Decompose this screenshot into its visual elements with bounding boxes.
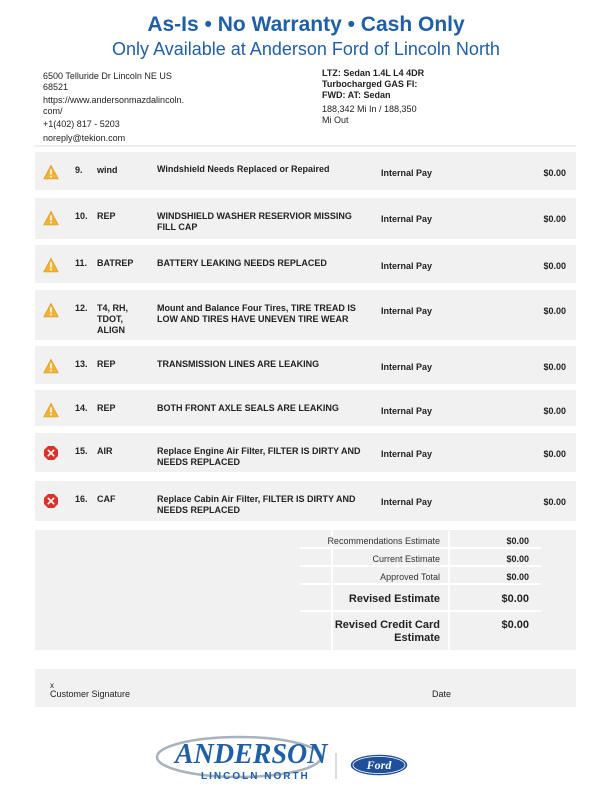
line-item-number: 9.: [75, 165, 83, 175]
warning-icon: [43, 302, 59, 318]
totals-blank-area: [35, 530, 333, 650]
current-estimate-value: $0.00: [506, 554, 529, 564]
line-item-number: 14.: [75, 403, 88, 413]
warning-icon: [43, 402, 59, 418]
anderson-wordmark: ANDERSON: [175, 739, 328, 770]
line-item-op-code: REP: [97, 211, 116, 221]
approved-total-value: $0.00: [506, 572, 529, 582]
header-divider: [35, 145, 576, 147]
warning-icon: [43, 164, 59, 180]
revised-credit-card-estimate-row: [300, 612, 541, 650]
vehicle-drivetrain: FWD: AT: Sedan: [322, 90, 391, 100]
line-item-op-code: AIR: [97, 446, 113, 456]
line-item-description: Replace Engine Air Filter, FILTER IS DIRTY AND NEEDS REPLACED: [157, 446, 361, 467]
line-item-op-code: wind: [97, 165, 118, 175]
approved-total-label: Approved Total: [380, 572, 440, 582]
as-is-banner: [0, 12, 612, 60]
revised-estimate-row: [300, 585, 541, 612]
dealer-phone: +1(402) 817 - 5203: [43, 119, 120, 129]
dealer-address-line1: 6500 Telluride Dr Lincoln NE US: [43, 71, 172, 81]
critical-icon: [43, 445, 59, 461]
signature-x-mark: x: [50, 681, 54, 690]
revised-estimate-value: $0.00: [501, 593, 529, 605]
line-item-row: [35, 433, 576, 472]
line-item-amount: $0.00: [543, 362, 566, 372]
line-item-description: Windshield Needs Replaced or Repaired: [157, 164, 330, 174]
customer-signature-label: Customer Signature: [50, 689, 131, 699]
current-estimate-row: [300, 549, 541, 567]
line-item-pay-type: Internal Pay: [381, 497, 433, 507]
ford-wordmark: Ford: [366, 758, 392, 772]
line-item-pay-type: Internal Pay: [381, 406, 433, 416]
vehicle-mileage-line2: Mi Out: [322, 115, 349, 125]
vehicle-trim: LTZ: Sedan 1.4L L4 4DR: [322, 68, 425, 78]
vehicle-engine: Turbocharged GAS FI:: [322, 79, 418, 89]
line-item-row: [35, 481, 576, 521]
signature-block: [35, 669, 576, 707]
recommendations-estimate-value: $0.00: [506, 536, 529, 546]
line-item-op-code: T4, RH, TDOT, ALIGN: [97, 303, 129, 335]
line-item-op-code: REP: [97, 359, 116, 369]
banner-title: As-Is • No Warranty • Cash Only: [147, 13, 465, 36]
line-item-amount: $0.00: [543, 497, 566, 507]
vehicle-mileage-line1: 188,342 Mi In / 188,350: [322, 104, 417, 114]
line-item-number: 11.: [75, 258, 88, 268]
line-item-description: BOTH FRONT AXLE SEALS ARE LEAKING: [157, 403, 339, 413]
date-label: Date: [432, 689, 452, 699]
recommendations-estimate-label: Recommendations Estimate: [327, 536, 440, 546]
line-item-row: [35, 390, 576, 426]
line-item-amount: $0.00: [543, 261, 566, 271]
line-item-pay-type: Internal Pay: [381, 261, 433, 271]
line-item-description: BATTERY LEAKING NEEDS REPLACED: [157, 258, 327, 268]
lincoln-north-wordmark: LINCOLN NORTH: [201, 771, 310, 782]
line-item-row: [35, 245, 576, 283]
line-item-pay-type: Internal Pay: [381, 449, 433, 459]
dealer-email: noreply@tekion.com: [43, 132, 126, 143]
line-item-op-code: REP: [97, 403, 116, 413]
dealer-website: https://www.andersonmazdalincoln.com/: [43, 95, 185, 116]
approved-total-row: [300, 567, 541, 585]
line-item-row: [35, 346, 576, 384]
line-item-description: Mount and Balance Four Tires, TIRE TREAD IS LOW AND TIRES HAVE UNEVEN TIRE WEAR: [157, 303, 356, 324]
revised-estimate-label: Revised Estimate: [348, 593, 440, 605]
line-item-row: [35, 198, 576, 239]
current-estimate-label: Current Estimate: [372, 554, 440, 564]
anderson-ford-logo: [155, 733, 415, 785]
revised-cc-label-line1: Revised Credit Card: [334, 619, 440, 631]
line-item-amount: $0.00: [543, 214, 566, 224]
line-item-pay-type: Internal Pay: [381, 362, 433, 372]
revised-cc-label-line2: Estimate: [394, 632, 440, 644]
line-item-amount: $0.00: [543, 406, 566, 416]
line-item-pay-type: Internal Pay: [381, 306, 433, 316]
line-item-description: WINDSHIELD WASHER RESERVIOR MISSING FILL CAP: [157, 211, 352, 232]
line-item-amount: $0.00: [543, 449, 566, 459]
recommendations-estimate-row: [300, 531, 541, 549]
revised-credit-card-estimate-value: $0.00: [501, 619, 529, 631]
revised-credit-card-estimate-label: [335, 619, 440, 645]
line-item-pay-type: Internal Pay: [381, 214, 433, 224]
warning-icon: [43, 257, 59, 273]
line-item-row: [35, 290, 576, 340]
warning-icon: [43, 210, 59, 226]
line-item-number: 15.: [75, 446, 88, 456]
warning-icon: [43, 358, 59, 374]
critical-icon: [43, 493, 59, 509]
vehicle-info-block: [322, 68, 432, 126]
dealer-address-block: [43, 71, 188, 143]
footer-logos: [155, 733, 415, 785]
line-item-row: [35, 152, 576, 190]
line-item-number: 16.: [75, 494, 88, 504]
line-item-number: 13.: [75, 359, 88, 369]
line-item-pay-type: Internal Pay: [381, 168, 433, 178]
line-item-number: 10.: [75, 211, 88, 221]
line-item-description: Replace Cabin Air Filter, FILTER IS DIRTY AND NEEDS REPLACED: [157, 494, 356, 515]
line-item-description: TRANSMISSION LINES ARE LEAKING: [157, 359, 320, 369]
line-item-amount: $0.00: [543, 306, 566, 316]
banner-subtitle: Only Available at Anderson Ford of Lincoln North: [112, 39, 500, 59]
line-item-op-code: BATREP: [97, 258, 134, 268]
dealer-address-line2: 68521: [43, 81, 69, 92]
line-item-amount: $0.00: [543, 168, 566, 178]
line-item-number: 12.: [75, 303, 88, 313]
line-item-op-code: CAF: [97, 494, 116, 504]
